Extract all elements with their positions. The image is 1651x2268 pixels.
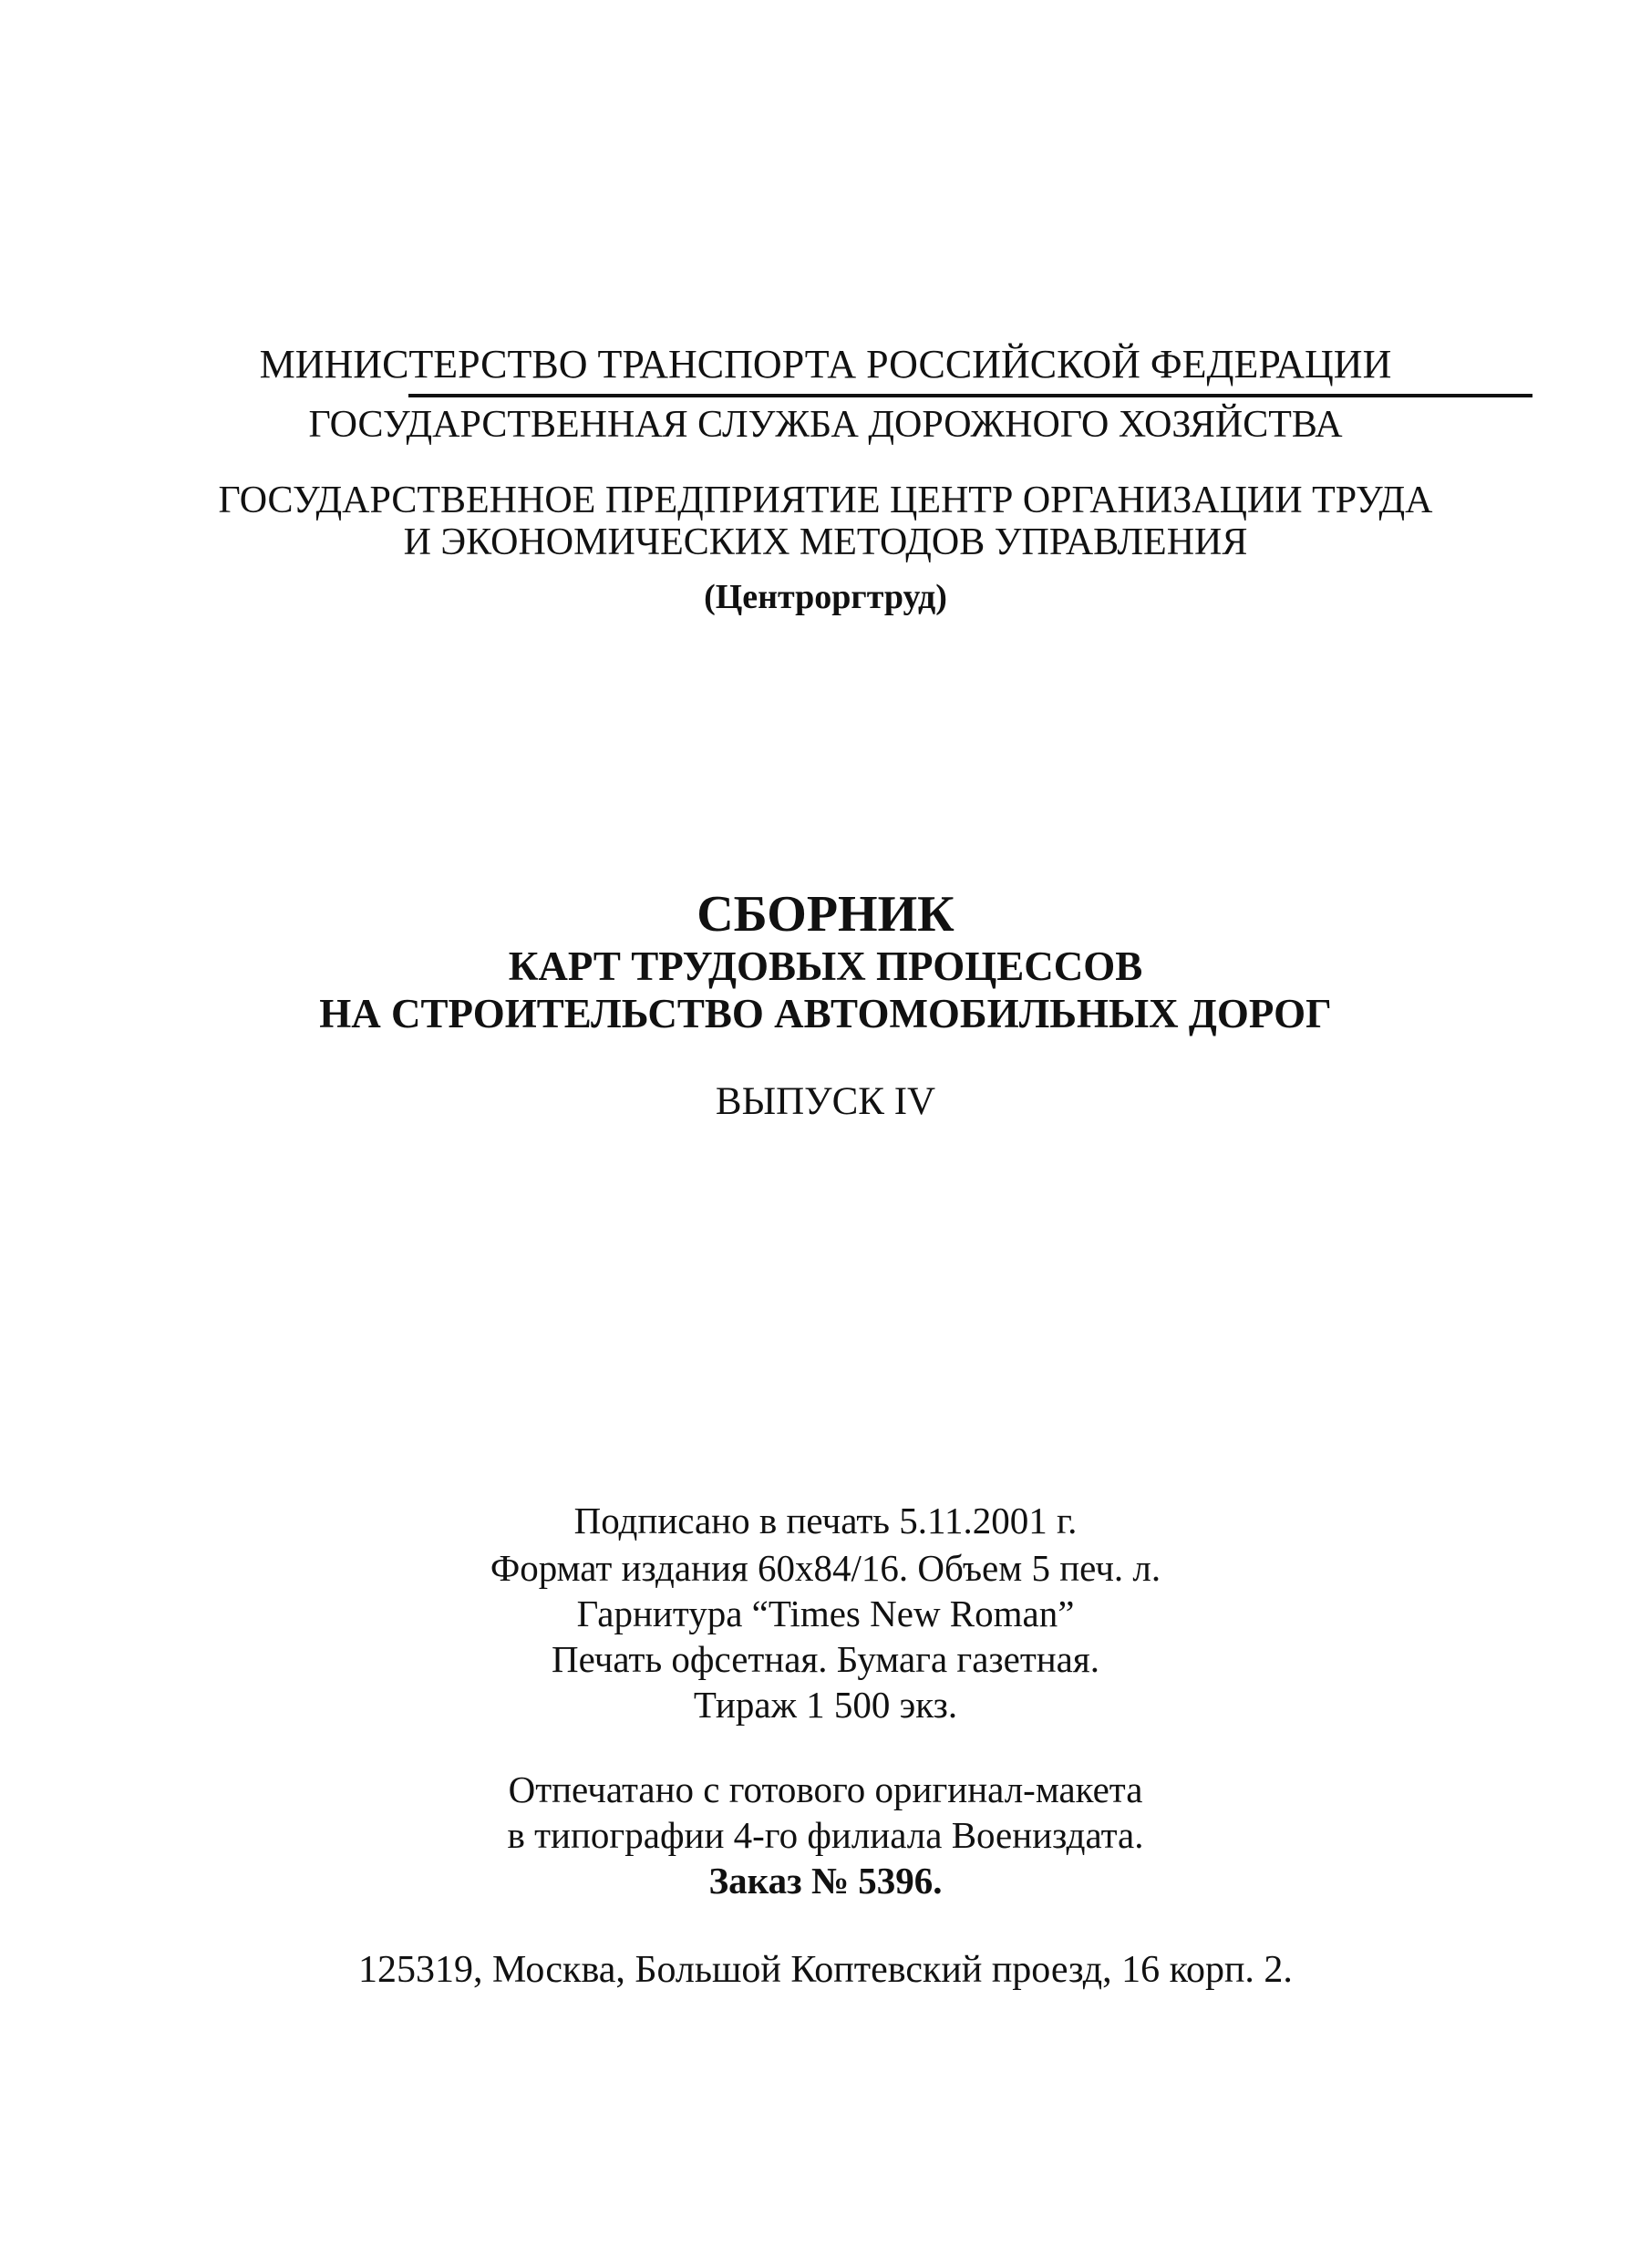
document-subtitle-line1: КАРТ ТРУДОВЫХ ПРОЦЕССОВ	[508, 943, 1143, 989]
imprint-format: Формат издания 60х84/16. Объем 5 печ. л.	[490, 1547, 1161, 1589]
enterprise-name-line2: И ЭКОНОМИЧЕСКИХ МЕТОДОВ УПРАВЛЕНИЯ	[403, 521, 1248, 563]
imprint-circulation: Тираж 1 500 экз.	[693, 1684, 958, 1726]
imprint-order: Заказ № 5396.	[708, 1860, 943, 1902]
document-title: СБОРНИК	[697, 886, 954, 943]
imprint-printing: Печать офсетная. Бумага газетная.	[552, 1638, 1099, 1680]
imprint-address: 125319, Москва, Большой Коптевский проезд, 16 корп. 2.	[358, 1949, 1293, 1991]
issue-number: ВЫПУСК IV	[715, 1080, 936, 1123]
enterprise-name-line1: ГОСУДАРСТВЕННОЕ ПРЕДПРИЯТИЕ ЦЕНТР ОРГАНИЗАЦИИ ТРУДА	[218, 479, 1433, 521]
imprint-printed-line2: в типографии 4-го филиала Воениздата.	[507, 1814, 1144, 1856]
enterprise-short-name: (Центроргтруд)	[704, 578, 947, 616]
imprint-typeface: Гарнитура “Times New Roman”	[576, 1593, 1075, 1634]
document-subtitle-line2: НА СТРОИТЕЛЬСТВО АВТОМОБИЛЬНЫХ ДОРОГ	[319, 991, 1332, 1036]
service-name: ГОСУДАРСТВЕННАЯ СЛУЖБА ДОРОЖНОГО ХОЗЯЙСТВА	[308, 404, 1343, 446]
ministry-name: МИНИСТЕРСТВО ТРАНСПОРТА РОССИЙСКОЙ ФЕДЕРАЦИИ	[259, 342, 1392, 387]
imprint-printed-line1: Отпечатано с готового оригинал-макета	[508, 1768, 1143, 1810]
header-divider	[408, 394, 1532, 397]
imprint-signed: Подписано в печать 5.11.2001 г.	[573, 1500, 1078, 1541]
